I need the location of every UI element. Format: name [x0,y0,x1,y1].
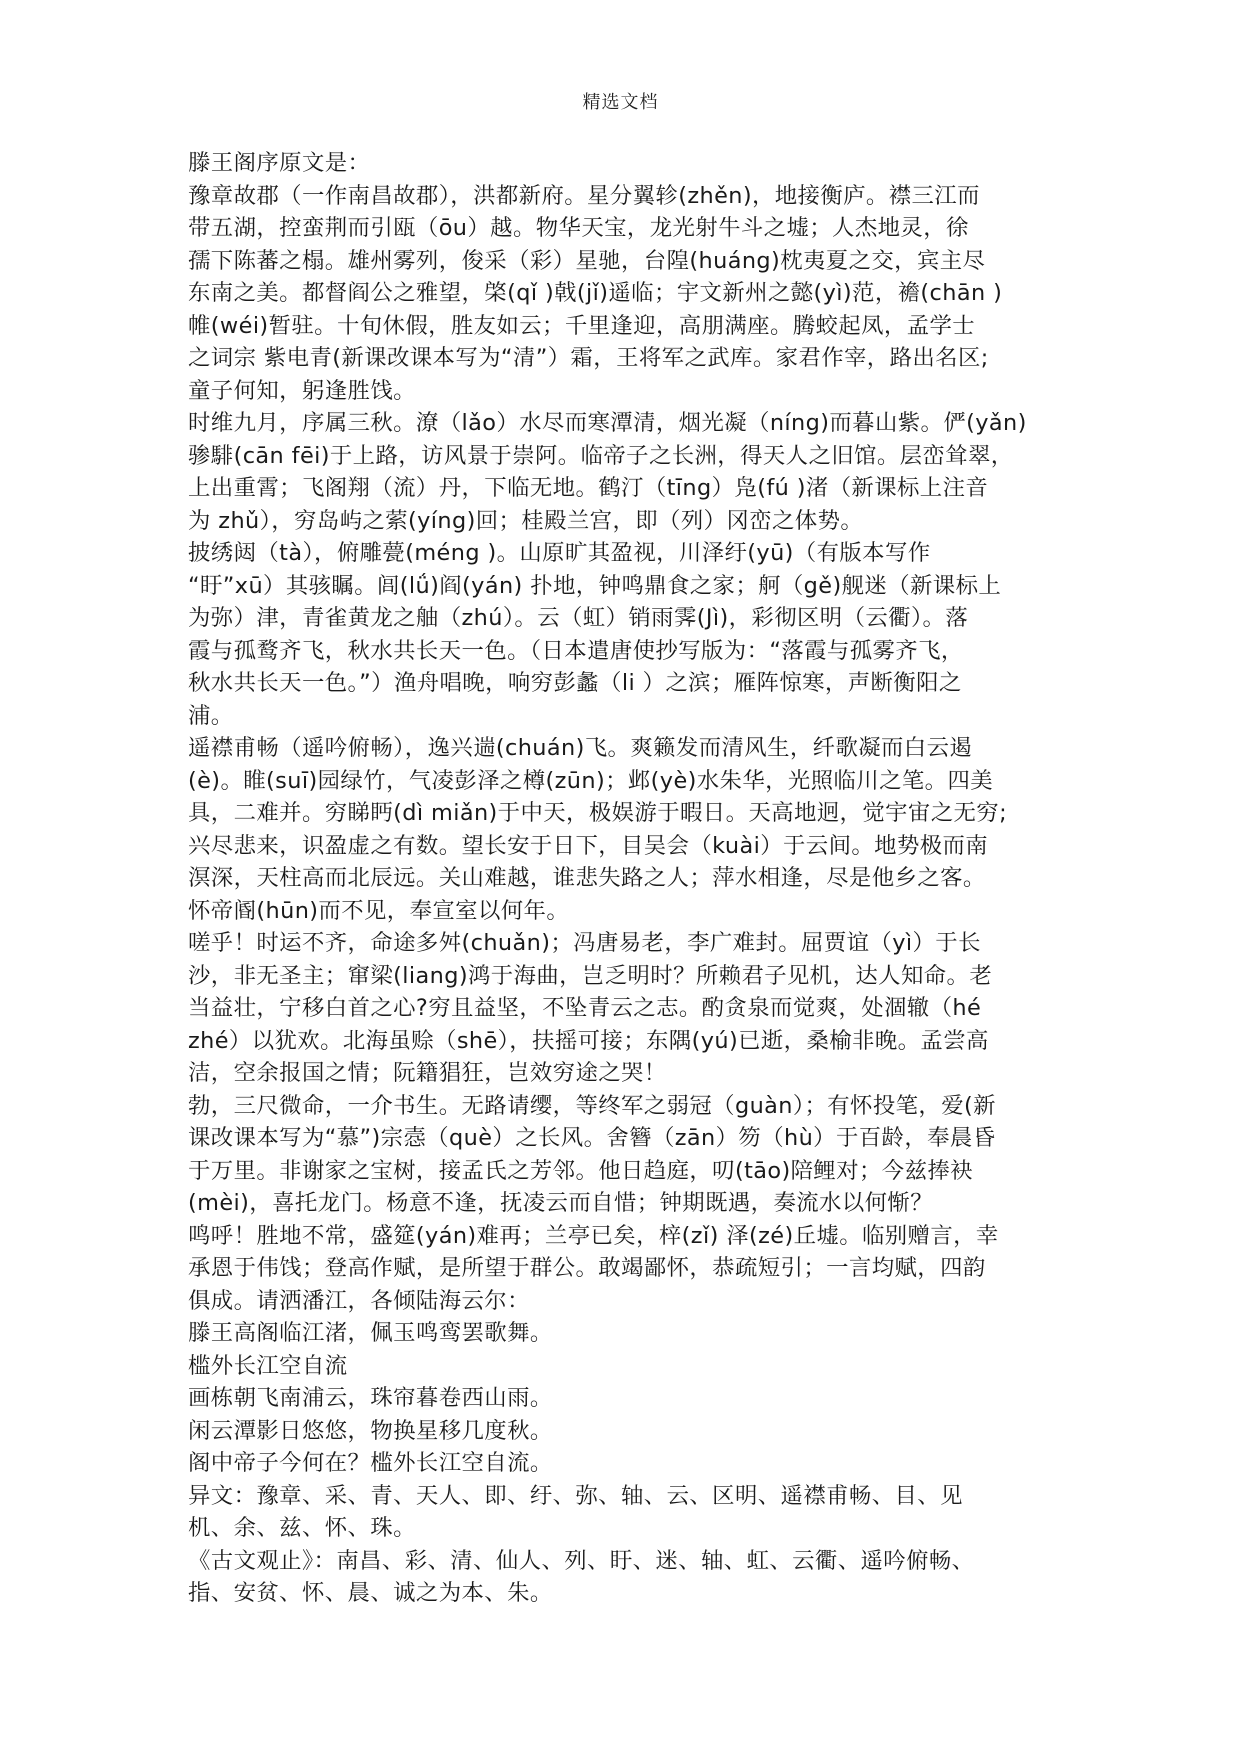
text-line: 骖騑(cān fēi)于上路，访风景于崇阿。临帝子之长洲，得天人之旧馆。层峦耸翠， [188,442,1014,469]
text-line: 为弥）津，青雀黄龙之舳（zhú）。云（虹）销雨霁(Jì)，彩彻区明（云衢）。落 [188,605,969,631]
text-line: 指、安贫、怀、晨、诚之为本、朱。 [188,1580,553,1606]
text-line: 之词宗 紫电青(新课改课本写为“清”）霜，王将军之武库。家君作宰，路出名区; [188,345,989,371]
text-line: 鸣呼！胜地不常，盛筵(yán)难再；兰亭已矣，梓(zǐ) 泽(zé)丘墟。临别赠言，幸 [188,1222,999,1249]
text-line: 帷(wéi)暂驻。十旬休假，胜友如云；千里逢迎，高朋满座。腾蛟起凤，孟学士 [188,312,976,339]
text-line: zhé）以犹欢。北海虽赊（shē），扶摇可接；东隅(yú)已逝，桑榆非晚。孟尝高 [188,1027,989,1054]
text-line: 滕王阁序原文是： [188,150,371,176]
text-line: 画栋朝飞南浦云，珠帘暮卷西山雨。 [188,1385,553,1411]
text-line: 披绣闼（tà），俯雕甍(méng )。山原旷其盈视，川泽纡(yū)（有版本写作 [188,540,931,566]
text-line: 于万里。非谢家之宝树，接孟氏之芳邻。他日趋庭，叨(tāo)陪鲤对；今兹捧袂 [188,1157,973,1184]
text-line: 东南之美。都督阎公之雅望，棨(qǐ )戟(jǐ)遥临；宇文新州之懿(yì)范，襜(chān ) [188,280,1003,306]
page-header: 精选文档 [582,92,659,113]
text-line: 带五湖，控蛮荆而引瓯（ōu）越。物华天宝，龙光射牛斗之墟；人杰地灵，徐 [188,215,969,241]
text-line: 洁，空余报国之情；阮籍猖狂，岂效穷途之哭！ [188,1060,667,1086]
text-line: 机、余、兹、怀、珠。 [188,1515,416,1541]
text-line: 上出重霄；飞阁翔（流）丹，下临无地。鹤汀（tīng）凫(fú )渚（新课标上注音 [188,475,989,501]
text-line: 溟深，天柱高而北辰远。关山难越，谁悲失路之人；萍水相逢，尽是他乡之客。 [188,865,986,891]
text-line: 课改课本写为“慕”)宗悫（què）之长风。舍簪（zān）笏（hù）于百龄，奉晨昏 [188,1125,996,1151]
text-line: 时维九月，序属三秋。潦（lǎo）水尽而寒潭清，烟光凝（níng)而暮山紫。俨(yǎn) [188,410,1027,436]
text-line: 兴尽悲来，识盈虚之有数。望长安于日下，目吴会（kuài）于云间。地势极而南 [188,832,989,859]
text-line: “盱”xū）其骇瞩。闾(lǘ)阎(yán) 扑地，钟鸣鼎食之家；舸（gě)舰迷（新课标上 [188,572,1002,599]
text-line: 异文：豫章、采、青、天人、即、纡、弥、轴、云、区明、遥襟甫畅、目、见 [188,1482,963,1509]
text-line: 霞与孤鹜齐飞，秋水共长天一色。（日本遣唐使抄写版为：“落霞与孤雾齐飞， [188,637,964,664]
text-line: 勃，三尺微命，一介书生。无路请缨，等终军之弱冠（guàn）；有怀投笔，爱(新 [188,1092,996,1119]
text-line: 具，二难并。穷睇眄(dì miǎn)于中天，极娱游于暇日。天高地迥，觉宇宙之无穷; [188,800,1008,826]
text-line: 当益壮，宁移白首之心?穷且益坚，不坠青云之志。酌贪泉而觉爽，处涸辙（hé [188,995,982,1021]
text-line: 秋水共长天一色。”）渔舟唱晚，响穷彭蠡（li ）之滨；雁阵惊寒，声断衡阳之 [188,670,962,696]
text-line: 闲云潭影日悠悠，物换星移几度秋。 [188,1417,553,1444]
text-line: 承恩于伟饯；登高作赋，是所望于群公。敢竭鄙怀，恭疏短引；一言均赋，四韵 [188,1255,986,1281]
text-line: 遥襟甫畅（遥吟俯畅），逸兴遄(chuán)飞。爽籁发而清风生，纤歌凝而白云遏 [188,735,973,761]
text-line: (è)。睢(suī)园绿竹，气凌彭泽之樽(zūn)；邺(yè)水朱华，光照临川之笔。四美 [188,767,994,794]
text-line: 俱成。请洒潘江，各倾陆海云尔： [188,1287,530,1314]
text-line: 嗟乎！时运不齐，命途多舛(chuǎn)；冯唐易老，李广难封。屈贾谊（yì）于长 [188,930,981,956]
text-line: 童子何知，躬逢胜饯。 [188,377,416,404]
text-line: 阁中帝子今何在？槛外长江空自流。 [188,1450,553,1476]
text-line: 怀帝阍(hūn)而不见，奉宣室以何年。 [188,897,570,924]
text-line: 《古文观止》：南昌、彩、清、仙人、列、盱、迷、轴、虹、云衢、遥吟俯畅、 [188,1547,975,1574]
text-line: (mèi)，喜托龙门。杨意不逢，抚凌云而自惜；钟期既遇，奏流水以何惭？ [188,1190,933,1216]
text-line: 沙，非无圣主；窜梁(liang)鸿于海曲，岂乏明时？所赖君子见机，达人知命。老 [188,962,993,989]
document-body [188,147,1060,1610]
text-line: 滕王高阁临江渚，佩玉鸣鸾罢歌舞。 [188,1320,553,1346]
text-line: 豫章故郡（一作南昌故郡），洪都新府。星分翼轸(zhěn)，地接衡庐。襟三江而 [188,182,980,209]
text-line: 槛外长江空自流 [188,1352,348,1379]
text-line: 孺下陈蕃之榻。雄州雾列，俊采（彩）星驰，台隍(huáng)枕夷夏之交，宾主尽 [188,247,986,274]
text-line: 为 zhǔ），穷岛屿之萦(yíng)回；桂殿兰宫，即（列）冈峦之体势。 [188,507,864,534]
text-line: 浦。 [188,702,234,729]
